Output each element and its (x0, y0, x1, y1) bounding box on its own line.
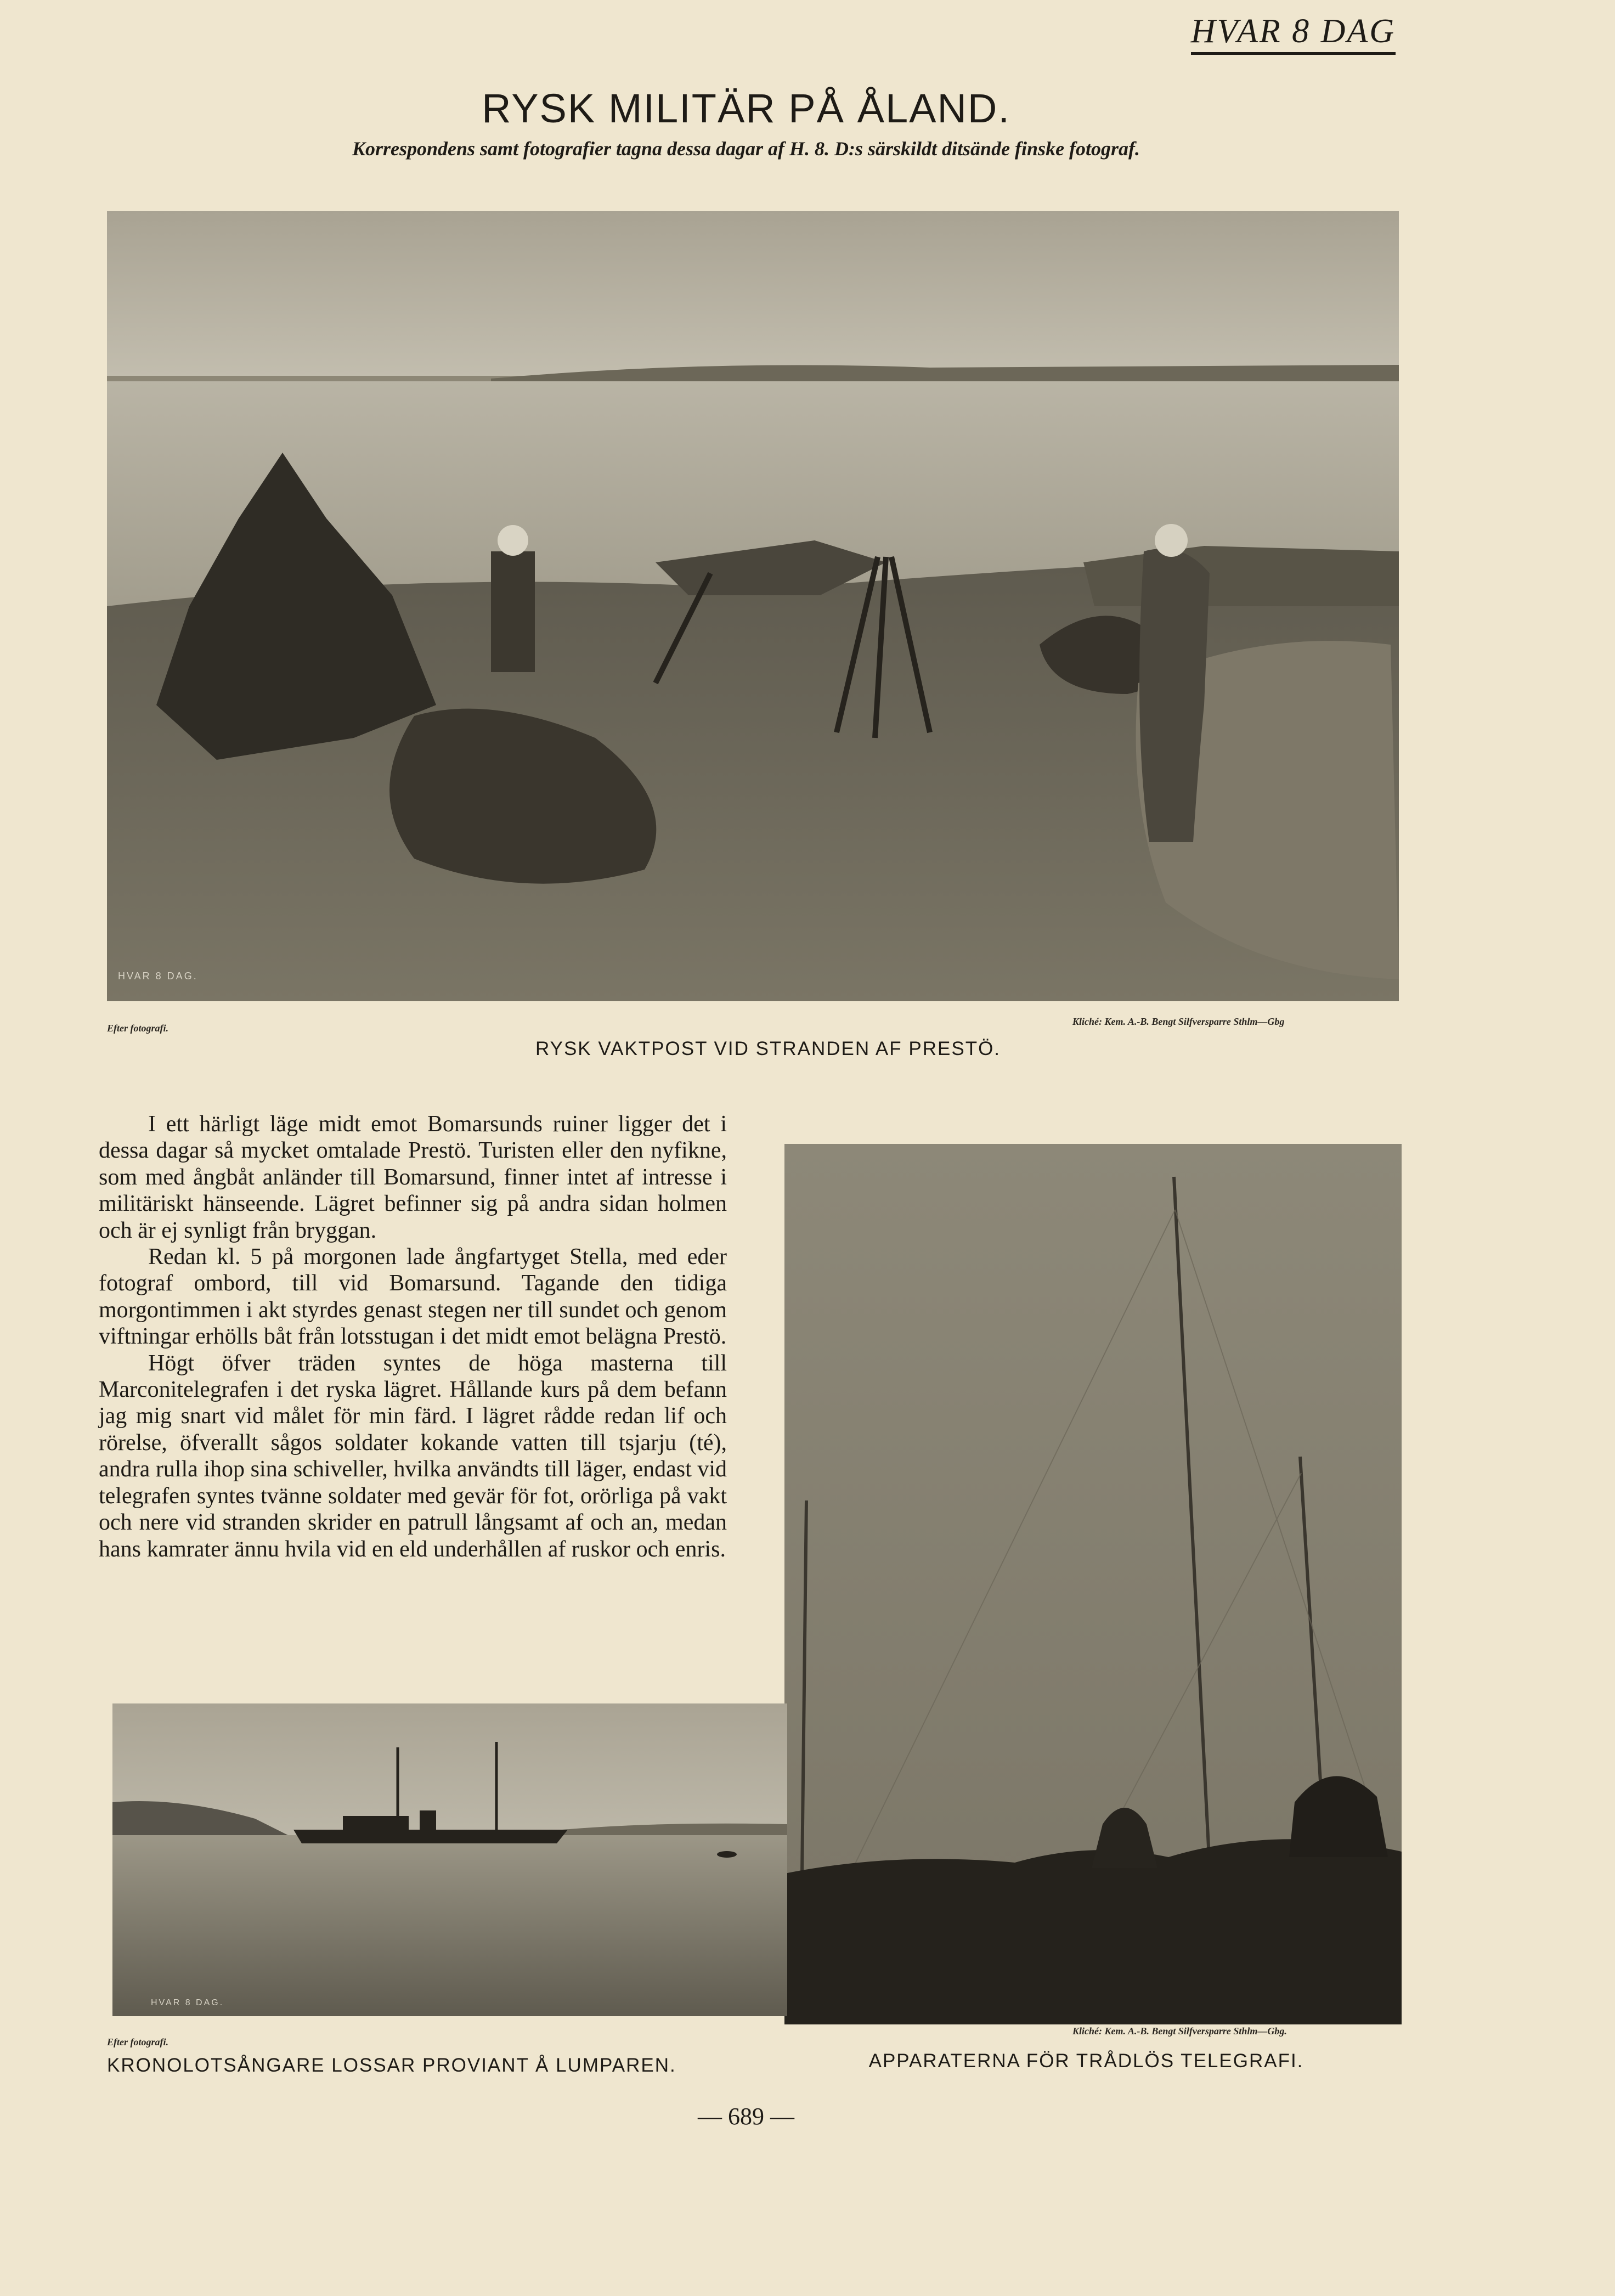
page-title: RYSK MILITÄR PÅ ÅLAND. (482, 86, 1010, 131)
page-number: — 689 — (698, 2103, 794, 2130)
article-paragraph: I ett härligt läge midt emot Bomarsunds ruiner ligger det i dessa dagar så mycket omtalade Prestö. Turisten eller den nyfikne, som med ångbåt anländer till Bomarsund, finner intet af intresse i militäriskt hänseende. Lägret befinner sig på andra sidan holmen och är ej synligt från bryggan. (99, 1112, 727, 1243)
article-paragraph: Högt öfver träden syntes de höga masterna till Marconitelegrafen i det ryska lägret. Hållande kurs på dem befann jag mig snart vid målet för min färd. I lägret rådde redan lif och rörelse, öfverallt sågos soldater kokande vatten till tsjarju (té), andra rulla ihop sina schiveller, hvilka användts till läger, endast vid telegrafen syntes tvänne soldater med gevär för fot, orörliga på vakt och nere vid stranden skrider en patrull långsamt af och an, medan hans kamrater ännu hvila vid en eld underhållen af ruskor och enris. (99, 1350, 727, 1562)
photo-credit: Efter fotografi. (107, 2036, 168, 2047)
pilot-steamer-image (112, 1703, 787, 2016)
article-paragraph: Redan kl. 5 på morgonen lade ångfartyget Stella, med eder fotograf ombord, till vid Bomarsund. Tagande den tidiga morgontimmen i akt styrdes genast stegen ner till sundet och genom viftningar erhölls båt från lotsstugan i det midt emot belägna Prestö. (99, 1244, 727, 1350)
page-subtitle: Korrespondens samt fotografier tagna dessa dagar af H. 8. D:s särskildt ditsände finske fotograf. (352, 138, 1140, 160)
watermark: HVAR 8 DAG. (151, 1998, 224, 2007)
article-body (99, 1111, 727, 1562)
caption-guard-post: RYSK VAKTPOST VID STRANDEN AF PRESTÖ. (535, 1038, 1001, 1059)
guard-post-image (107, 211, 1399, 1001)
photo-telegraph-masts (784, 1144, 1402, 2024)
photo-guard-post (107, 211, 1399, 1001)
caption-telegraph-masts: APPARATERNA FÖR TRÅDLÖS TELEGRAFI. (868, 2050, 1304, 2072)
engraving-credit: Kliché: Kem. A.-B. Bengt Silfversparre Sthlm—Gbg. (1072, 2026, 1287, 2036)
caption-pilot-steamer: KRONOLOTSÅNGARE LOSSAR PROVIANT Å LUMPAREN. (107, 2055, 676, 2076)
telegraph-masts-image (784, 1144, 1402, 2024)
photo-pilot-steamer (112, 1703, 787, 2016)
engraving-credit: Kliché: Kem. A.-B. Bengt Silfversparre Sthlm—Gbg (1072, 1016, 1285, 1027)
masthead: HVAR 8 DAG (1191, 12, 1396, 55)
photo-credit: Efter fotografi. (107, 1023, 168, 1034)
watermark: HVAR 8 DAG. (118, 971, 198, 981)
